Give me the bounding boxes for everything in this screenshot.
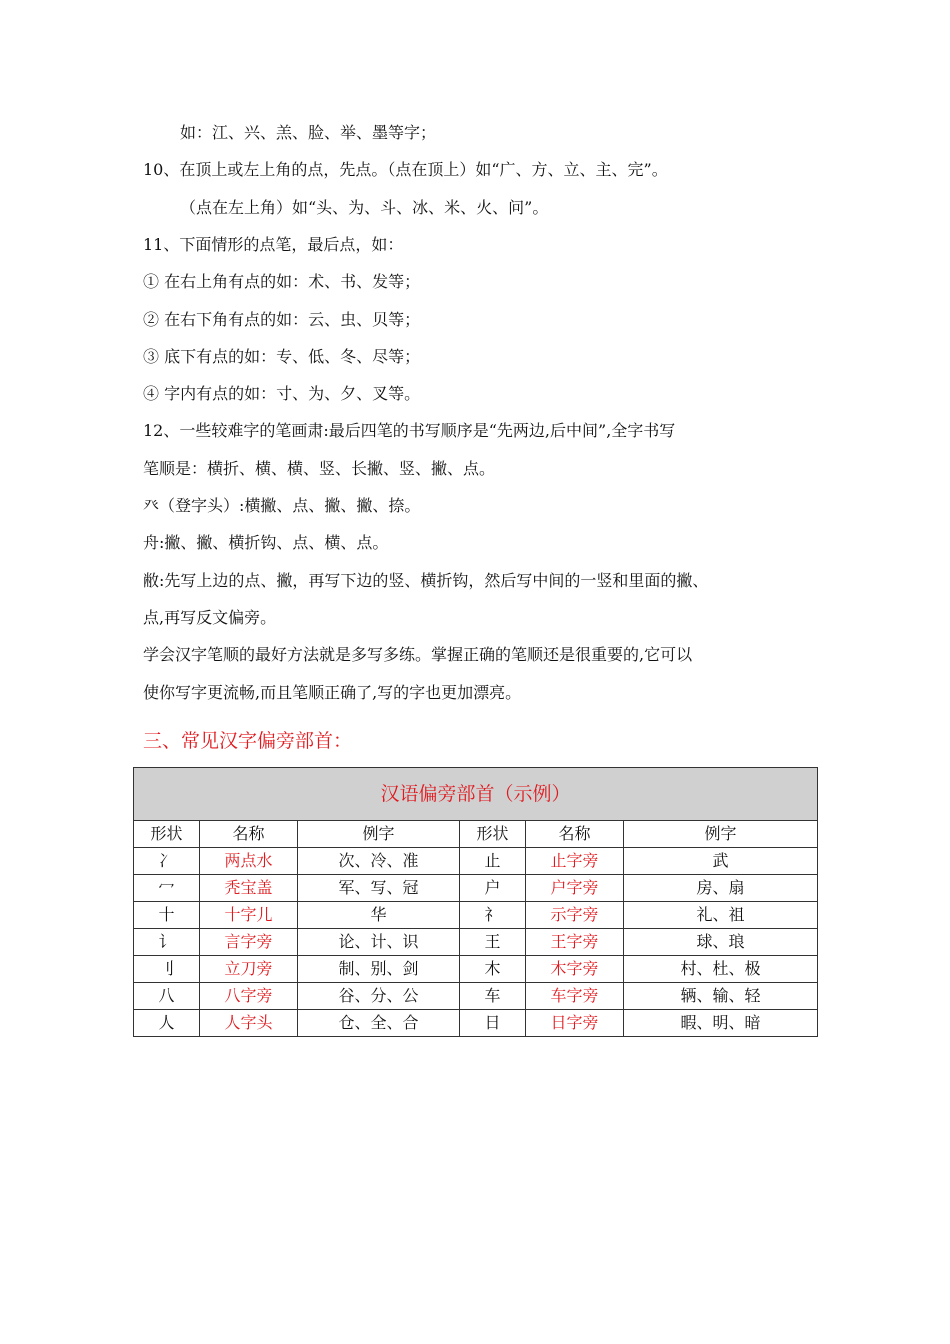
- text-line: ① 在右上角有点的如：术、书、发等；: [143, 272, 421, 291]
- cell-examples: 辆、输、轻: [624, 983, 818, 1010]
- header-name: 名称: [200, 821, 298, 848]
- radicals-table: [133, 767, 818, 1037]
- header-examples-2: 例字: [624, 821, 818, 848]
- table-row: [134, 875, 818, 902]
- cell-shape: 户: [460, 875, 526, 902]
- cell-examples: 武: [624, 848, 818, 875]
- text-line: ④ 字内有点的如：寸、为、夕、叉等。: [143, 384, 421, 403]
- table-header-row: [134, 821, 818, 848]
- cell-shape: 车: [460, 983, 526, 1010]
- cell-name: 车字旁: [526, 983, 624, 1010]
- header-examples: 例字: [298, 821, 460, 848]
- text-line: 笔顺是：横折、横、横、竖、长撇、竖、撇、点。: [143, 459, 496, 478]
- cell-shape: 日: [460, 1010, 526, 1037]
- text-line: （点在左上角）如“头、为、斗、冰、米、火、问”。: [180, 198, 549, 217]
- text-line: 敝:先写上边的点、撇，再写下边的竖、横折钩，然后写中间的一竖和里面的撇、: [143, 571, 709, 590]
- cell-shape: 止: [460, 848, 526, 875]
- cell-name: 王字旁: [526, 929, 624, 956]
- cell-name: 人字头: [200, 1010, 298, 1037]
- cell-examples: 暇、明、暗: [624, 1010, 818, 1037]
- cell-examples: 仓、全、合: [298, 1010, 460, 1037]
- cell-name: 户字旁: [526, 875, 624, 902]
- text-line: ③ 底下有点的如：专、低、冬、尽等；: [143, 347, 421, 366]
- section-title: 三、常见汉字偏旁部首：: [143, 730, 353, 752]
- cell-shape: 冖: [134, 875, 200, 902]
- cell-name: 示字旁: [526, 902, 624, 929]
- cell-name: 八字旁: [200, 983, 298, 1010]
- text-line: 11、下面情形的点笔，最后点，如：: [143, 235, 404, 254]
- cell-shape: 木: [460, 956, 526, 983]
- cell-examples: 军、写、冠: [298, 875, 460, 902]
- header-shape-2: 形状: [460, 821, 526, 848]
- cell-name: 木字旁: [526, 956, 624, 983]
- cell-shape: 十: [134, 902, 200, 929]
- cell-name: 十字儿: [200, 902, 298, 929]
- table-row: [134, 1010, 818, 1037]
- table-row: [134, 848, 818, 875]
- text-line: 使你写字更流畅,而且笔顺正确了,写的字也更加漂亮。: [143, 683, 522, 702]
- cell-shape: 冫: [134, 848, 200, 875]
- cell-shape: 刂: [134, 956, 200, 983]
- cell-examples: 谷、分、公: [298, 983, 460, 1010]
- cell-name: 日字旁: [526, 1010, 624, 1037]
- cell-shape: 八: [134, 983, 200, 1010]
- text-line: 舟:撇、撇、横折钩、点、横、点。: [143, 533, 389, 552]
- cell-examples: 球、琅: [624, 929, 818, 956]
- table-caption-row: [134, 768, 818, 821]
- cell-examples: 论、计、识: [298, 929, 460, 956]
- cell-examples: 村、杜、极: [624, 956, 818, 983]
- cell-shape: 礻: [460, 902, 526, 929]
- cell-examples: 次、冷、准: [298, 848, 460, 875]
- table-row: [134, 902, 818, 929]
- text-line: ② 在右下角有点的如：云、虫、贝等；: [143, 310, 421, 329]
- cell-examples: 房、扇: [624, 875, 818, 902]
- cell-examples: 礼、祖: [624, 902, 818, 929]
- table-row: [134, 929, 818, 956]
- cell-name: 两点水: [200, 848, 298, 875]
- cell-examples: 华: [298, 902, 460, 929]
- cell-shape: 讠: [134, 929, 200, 956]
- text-line: 学会汉字笔顺的最好方法就是多写多练。掌握正确的笔顺还是很重要的,它可以: [143, 645, 693, 664]
- header-shape: 形状: [134, 821, 200, 848]
- cell-name: 秃宝盖: [200, 875, 298, 902]
- text-line: 癶（登字头）:横撇、点、撇、撇、捺。: [143, 496, 421, 515]
- table-caption: 汉语偏旁部首（示例）: [134, 768, 818, 821]
- table-row: [134, 956, 818, 983]
- cell-name: 立刀旁: [200, 956, 298, 983]
- cell-shape: 人: [134, 1010, 200, 1037]
- header-name-2: 名称: [526, 821, 624, 848]
- table-row: [134, 983, 818, 1010]
- text-line: 12、一些较难字的笔画肃:最后四笔的书写顺序是“先两边,后中间”,全字书写: [143, 421, 676, 440]
- text-line: 10、在顶上或左上角的点，先点。（点在顶上）如“广、方、立、主、完”。: [143, 160, 668, 179]
- cell-shape: 王: [460, 929, 526, 956]
- cell-name: 言字旁: [200, 929, 298, 956]
- cell-name: 止字旁: [526, 848, 624, 875]
- text-line: 如：江、兴、羔、脸、举、墨等字；: [180, 123, 437, 142]
- text-line: 点,再写反文偏旁。: [143, 608, 277, 627]
- cell-examples: 制、别、剑: [298, 956, 460, 983]
